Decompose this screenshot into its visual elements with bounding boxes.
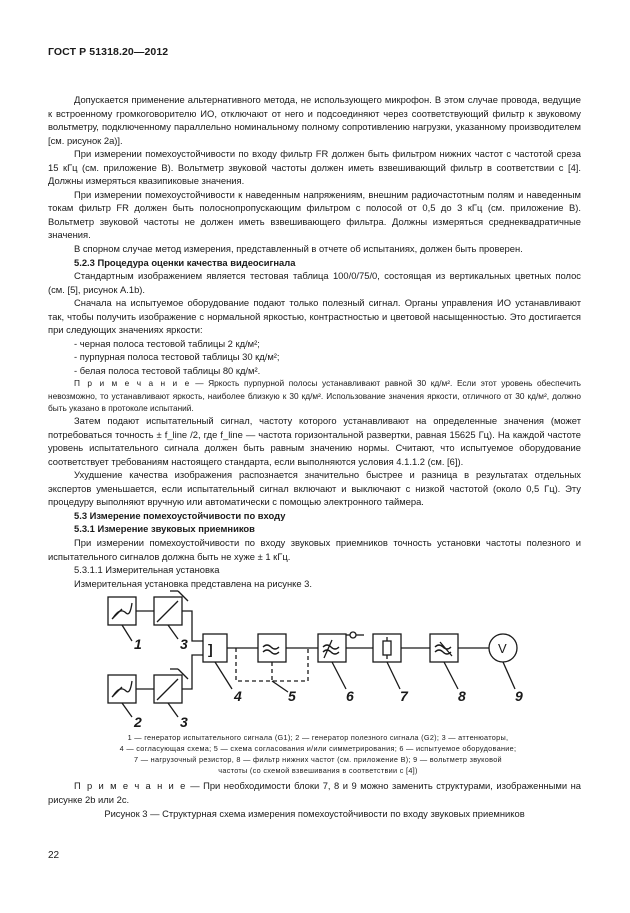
paragraph: В спорном случае метод измерения, представленный в отчете об испытаниях, должен быть проверен.: [74, 243, 523, 255]
legend-line: 7 — нагрузочный резистор, 8 — фильтр нижних частот (см. приложение В); 9 — вольтметр звуковой: [134, 755, 502, 764]
note-label: П р и м е ч а н и е: [74, 378, 191, 389]
section-heading: 5.3 Измерение помехоустойчивости по входу: [74, 509, 286, 521]
figure-title: Рисунок 3 — Структурная схема измерения помехоустойчивости по входу звуковых приемников: [104, 808, 525, 819]
section-heading: 5.3.1 Измерение звуковых приемников: [74, 523, 255, 535]
paragraph: Сначала на испытуемое оборудование подают только полезный сигнал. Органы управления ИО устанавливают так, чтобы получить изображение с нормальной яркостью, контрастностью и цветовой насыщенностью. Это достигается при следующих значениях яркости:: [48, 297, 581, 336]
diagram-label: 8: [458, 688, 466, 704]
paragraph: При измерении помехоустойчивости по входу звуковых приемников точность установки частоты полезного и испытательного сигналов должна быть не хуже ± 1 кГц.: [48, 537, 581, 562]
list-item: - черная полоса тестовой таблицы 2 кд/м²;: [74, 337, 260, 349]
diagram-label: 2: [134, 714, 142, 727]
list-item: - белая полоса тестовой таблицы 80 кд/м².: [74, 364, 261, 376]
document-header: ГОСТ Р 51318.20—2012: [48, 46, 169, 58]
figure-legend: [58, 732, 578, 776]
section-heading: 5.2.3 Процедура оценки качества видеосигнала: [74, 256, 296, 268]
matching-circuit-block: [203, 634, 227, 662]
document-body: [48, 93, 581, 590]
page-number: 22: [48, 850, 60, 861]
paragraph: Ухудшение качества изображения распознается значительно быстрее и разница в результатах отдельных экспертов уменьшается, если испытательный сигнал включают и выключают с низкой частотой (около 0,5 Гц). Эту процедуру выполняют вручную или автоматически с помощью электронного таймера.: [48, 469, 581, 508]
diagram-label: 5: [288, 688, 296, 704]
note: [48, 377, 581, 414]
legend-line: 1 — генератор испытательного сигнала (G1); 2 — генератор полезного сигнала (G2); 3 — аттенюаторы,: [127, 733, 509, 742]
paragraph: При измерении помехоустойчивости по входу фильтр FR должен быть фильтром нижних частот с частотой среза 15 кГц (см. приложение В). Вольтметр звуковой частоты должен иметь взвешивающий фильтр в соответствии с [4]. Должны измеряться квазипиковые значения.: [48, 148, 581, 187]
paragraph: Допускается применение альтернативного метода, не использующего микрофон. В этом случае провода, ведущие к встроенному громкоговорителю ИО, отключают от него и подсоединяют через соответствующий фильтр к звуковому вольтметру, подключенному параллельно номинальному полному сопротивлению нагрузки, указанному производителем [см. рисунок 2а)].: [48, 94, 581, 146]
matching-symbol: ]: [208, 641, 213, 657]
paragraph: Затем подают испытательный сигнал, частоту которого устанавливают на определенные значения (может потребоваться точность ± f_line /2, где f_line — частота горизонтальной развертки, равная 15625 Гц). На каждой частоте уровень испытательного сигнала должен быть равным значению нормы. Считают, что испытуемое оборудование соответствует требованиям настоящего стандарта, если выполняются условия 4.1.1.2 (см. [6]).: [48, 415, 581, 467]
note-text: — Яркость пурпурной полосы устанавливают равной 30 кд/м². Если этот уровень обеспечить невозможно, то устанавливают яркость, наиболее близкую к 30 кд/м². Использование значения яркости, отличного от 30 кд/м², должно быть указано в протоколе испытаний.: [48, 378, 581, 413]
diagram-label: 1: [134, 636, 142, 652]
speaker-icon: [350, 632, 356, 638]
subsection-heading: 5.3.1.1 Измерительная установка: [74, 564, 220, 576]
diagram-label: 9: [515, 688, 523, 704]
diagram-label: 6: [346, 688, 354, 704]
paragraph: При измерении помехоустойчивости к наведенным напряжениям, внешним радиочастотным полям и наведенным токам фильтр FR должен быть полоснопропускающим фильтром с полосой от 0,5 до 3 кГц (см. приложение В). Вольтметр звуковой частоты не должен иметь взвешивающего фильтра. Должны измеряться среднеквадратичные значения.: [48, 188, 581, 241]
diagram-label: 3: [180, 714, 188, 727]
paragraph: Стандартным изображением является тестовая таблица 100/0/75/0, состоящая из вертикальных цветных полос (см. [5], рисунок А.1b).: [48, 270, 581, 295]
diagram-label: 7: [400, 688, 408, 704]
note-text: — При необходимости блоки 7, 8 и 9 можно заменить структурами, изображенными на рисунке 2b или 2c.: [48, 780, 581, 805]
legend-line: 4 — согласующая схема; 5 — схема согласования и/или симметрирования; 6 — испытуемое оборудование;: [119, 744, 517, 753]
legend-line: частоты (со схемой взвешивания в соответствии с [4]): [218, 766, 418, 775]
note-label: П р и м е ч а н и е: [74, 780, 187, 791]
list-item: - пурпурная полоса тестовой таблицы 30 кд/м²;: [74, 351, 280, 363]
voltmeter-label: V: [498, 641, 507, 656]
block-diagram: [100, 589, 530, 727]
paragraph: Измерительная установка представлена на рисунке 3.: [74, 577, 312, 589]
figure-note: [48, 779, 581, 806]
diagram-label: 3: [180, 636, 188, 652]
diagram-label: 4: [234, 688, 242, 704]
